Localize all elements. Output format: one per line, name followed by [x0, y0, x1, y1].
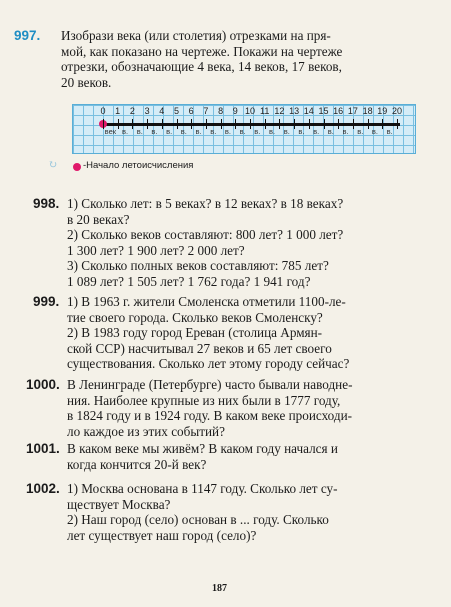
segment-label: в.	[254, 127, 261, 136]
tick-label: 19	[377, 106, 388, 116]
legend-dot	[73, 163, 81, 171]
segment-label: в.	[180, 127, 187, 136]
tick-label: 16	[333, 106, 344, 116]
tick-label: 6	[188, 106, 194, 116]
segment-label: в.	[298, 127, 305, 136]
problem-text-997	[61, 28, 342, 90]
tick-label: 5	[173, 106, 180, 116]
tick-mark	[250, 119, 251, 129]
text-line: 1) Москва основана в 1147 году. Сколько лет су-	[67, 481, 338, 496]
segment-label: в.	[283, 127, 290, 136]
tick-mark	[353, 119, 354, 129]
tick-label: 14	[303, 106, 314, 116]
text-line: 20 веков.	[61, 74, 112, 90]
tick-label: 0	[100, 106, 106, 116]
problem-number-999: 999.	[33, 294, 60, 309]
problem-number-998: 998.	[33, 196, 60, 211]
tick-mark	[397, 119, 398, 129]
segment-label: в.	[136, 127, 143, 136]
segment-label: в.	[371, 127, 378, 136]
text-line: 1 300 лет? 1 900 лет? 2 000 лет?	[67, 242, 245, 258]
tick-mark	[191, 119, 192, 129]
tick-mark	[368, 119, 369, 129]
text-line: существования. Сколько лет этому городу сейчас?	[67, 356, 350, 372]
text-line: мой, как показано на чертеже. Покажи на чертеже	[61, 43, 343, 59]
segment-label: в.	[239, 127, 246, 136]
segment-label: в.	[122, 127, 129, 136]
problem-text-1000	[67, 377, 352, 439]
tick-label: 17	[347, 106, 358, 116]
text-line: ществует Москва?	[67, 496, 171, 512]
tick-mark	[382, 119, 383, 129]
text-line: ской ССР) насчитывал 27 веков и 65 лет своего	[67, 340, 332, 356]
segment-label: в.	[210, 127, 217, 136]
legend-text: -Начало летоисчисления	[83, 160, 194, 171]
segment-label: в.	[151, 127, 158, 136]
segment-label: в.	[386, 127, 393, 136]
tick-mark	[162, 119, 163, 129]
problem-text-1001	[67, 441, 338, 472]
tick-label: 1	[115, 106, 121, 116]
segment-label: в.	[313, 127, 320, 136]
text-line: в 20 веках?	[67, 211, 130, 227]
tick-label: 20	[391, 106, 403, 116]
tick-mark	[118, 119, 119, 129]
text-line: 2) Сколько веков составляют: 800 лет? 1 000 лет?	[67, 227, 344, 243]
tick-mark	[338, 119, 339, 129]
tick-mark	[221, 119, 222, 129]
text-line: 2) Наш город (село) основан в ... году. Сколько	[67, 512, 329, 528]
text-line: в 1824 году и в 1924 году. В каком веке происходи-	[67, 408, 353, 424]
text-line: Изобрази века (или столетия) отрезками на пря-	[61, 28, 331, 43]
tick-label: 12	[274, 106, 285, 116]
tick-label: 10	[244, 106, 256, 116]
tick-label: 3	[144, 106, 150, 116]
tick-label: 9	[232, 106, 238, 116]
tick-label: 7	[203, 106, 209, 116]
text-line: 1) В 1963 г. жители Смоленска отметили 1100-ле-	[67, 294, 346, 309]
text-line: тие своего города. Сколько веков Смоленску?	[67, 309, 323, 325]
segment-label: в.	[342, 127, 349, 136]
text-line: 1) Сколько лет: в 5 веках? в 12 веках? в 18 веках?	[67, 196, 344, 211]
tick-mark	[279, 119, 280, 129]
problem-number-1002: 1002.	[26, 481, 60, 496]
tick-mark	[235, 119, 236, 129]
text-line: В Ленинграде (Петербурге) часто бывали наводне-	[67, 377, 353, 392]
text-line: отрезки, обозначающие 4 века, 14 веков, 17 веков,	[61, 59, 342, 75]
segment-label: в.	[166, 127, 173, 136]
tick-mark	[324, 119, 325, 129]
page-number: 187	[212, 583, 227, 594]
segment-label: век	[104, 127, 117, 136]
text-line: 1 089 лет? 1 505 лет? 1 762 года? 1 941 год?	[67, 273, 311, 289]
text-line: ло каждое из этих событий?	[67, 423, 225, 439]
tick-label: 2	[129, 106, 135, 116]
tick-label: 4	[159, 106, 165, 116]
segment-label: в.	[357, 127, 364, 136]
tick-mark	[265, 119, 266, 129]
tick-label: 18	[362, 106, 373, 116]
problem-text-999	[67, 294, 349, 372]
tick-mark	[147, 119, 148, 129]
tick-label: 11	[260, 106, 270, 116]
segment-label: в.	[195, 127, 202, 136]
tick-mark	[132, 119, 133, 129]
pencil-mark-icon: ↻	[48, 159, 58, 171]
text-line: ния. Наиболее крупные из них были в 1777 году,	[67, 392, 341, 408]
tick-label: 15	[318, 106, 329, 116]
problem-number-997: 997.	[14, 28, 41, 43]
text-line: В каком веке мы живём? В каком году начался и	[67, 441, 338, 456]
tick-mark	[309, 119, 310, 129]
tick-mark	[177, 119, 178, 129]
problem-text-1002	[67, 481, 338, 543]
tick-label: 8	[218, 106, 224, 116]
segment-label: в.	[269, 127, 276, 136]
problem-number-1000: 1000.	[26, 377, 60, 392]
text-line: лет существует наш город (село)?	[67, 527, 257, 543]
segment-label: в.	[327, 127, 334, 136]
text-line: 2) В 1983 году город Ереван (столица Армян-	[67, 325, 323, 341]
text-line: 3) Сколько полных веков составляют: 785 лет?	[67, 258, 329, 274]
tick-label: 13	[289, 106, 300, 116]
tick-mark	[294, 119, 295, 129]
problem-number-1001: 1001.	[26, 441, 60, 456]
segment-label: в.	[224, 127, 231, 136]
text-line: когда кончится 20-й век?	[67, 456, 207, 472]
tick-mark	[206, 119, 207, 129]
problem-text-998	[67, 196, 343, 290]
